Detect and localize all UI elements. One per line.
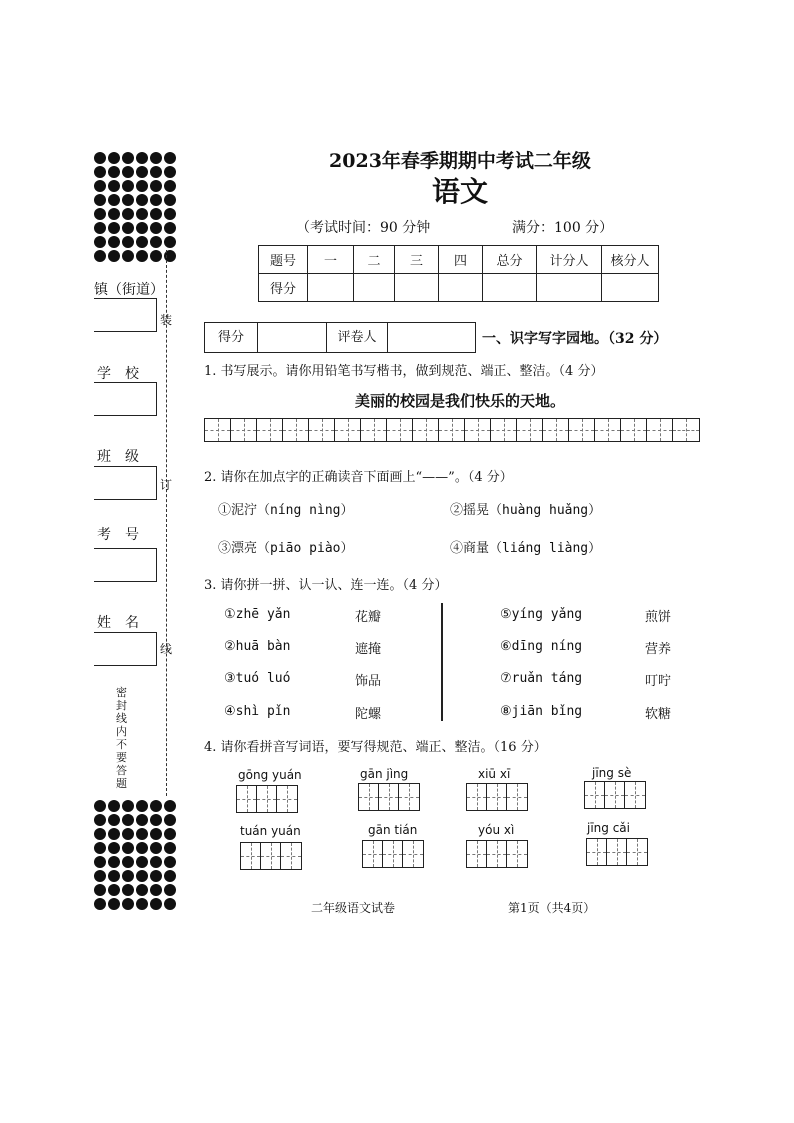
match-right-pinyin: ⑤yíng yǎng: [500, 607, 583, 622]
match-right-pinyin: ⑧jiān bǐng: [500, 704, 583, 719]
field-box-class[interactable]: [94, 466, 157, 500]
writing-cell[interactable]: [605, 782, 625, 808]
writing-cell[interactable]: [257, 419, 283, 441]
word-writing-box[interactable]: [358, 783, 420, 811]
decorative-dot: [136, 800, 148, 812]
section-grader-label: 评卷人: [327, 323, 388, 352]
question-1-sentence: 美丽的校园是我们快乐的天地。: [354, 392, 565, 410]
seal-note-char: 要: [116, 751, 127, 764]
writing-cell[interactable]: [673, 419, 699, 441]
decorative-dot: [108, 222, 120, 234]
writing-cell[interactable]: [507, 841, 527, 867]
score-table-row-label: 题号: [259, 246, 308, 274]
writing-cell[interactable]: [205, 419, 231, 441]
writing-cell[interactable]: [237, 786, 257, 812]
decorative-dot: [108, 800, 120, 812]
writing-cell[interactable]: [625, 782, 645, 808]
score-table-header-cell: 计分人: [537, 246, 602, 274]
item-word: 摇晃: [463, 503, 490, 518]
field-box-exam-number[interactable]: [94, 548, 157, 582]
writing-cell[interactable]: [359, 784, 379, 810]
score-table-header-cell: 核分人: [602, 246, 659, 274]
seal-note-char: 答: [116, 764, 127, 777]
decorative-dot: [122, 842, 134, 854]
exam-time: （考试时间：90 分钟: [296, 220, 431, 236]
field-label-class: 班 级: [97, 449, 139, 465]
decorative-dot: [136, 870, 148, 882]
question-2-item[interactable]: [450, 537, 601, 556]
match-left-pinyin: ④shì pǐn: [224, 704, 291, 719]
word-writing-box[interactable]: [586, 838, 648, 866]
decorative-dot: [136, 236, 148, 248]
word-writing-box[interactable]: [362, 840, 424, 868]
writing-cell[interactable]: [647, 419, 673, 441]
decorative-dot: [108, 814, 120, 826]
decorative-dot: [136, 856, 148, 868]
binding-dashed-line: [166, 250, 167, 796]
binding-mark-xian: 线: [160, 642, 173, 656]
writing-cell[interactable]: [403, 841, 423, 867]
word-writing-box[interactable]: [240, 842, 302, 870]
decorative-dot: [122, 856, 134, 868]
seal-note-char: 线: [116, 712, 127, 725]
seal-note-char: 内: [116, 725, 127, 738]
section-score-box: [204, 322, 476, 353]
item-number: ②: [450, 503, 464, 518]
decorative-dot: [150, 800, 162, 812]
score-cell[interactable]: [483, 274, 537, 302]
word-writing-box[interactable]: [584, 781, 646, 809]
decorative-dot: [164, 222, 176, 234]
decorative-dot: [164, 870, 176, 882]
word-pinyin: gōng yuán: [238, 768, 302, 782]
score-cell[interactable]: [354, 274, 395, 302]
decorative-dot: [108, 828, 120, 840]
decorative-dot: [94, 236, 106, 248]
binding-mark-ding: 订: [160, 478, 173, 492]
decorative-dot: [108, 898, 120, 910]
decorative-dot: [122, 800, 134, 812]
score-cell[interactable]: [308, 274, 354, 302]
decorative-dot: [94, 870, 106, 882]
field-box-town[interactable]: [94, 298, 157, 332]
word-pinyin: jīng sè: [592, 766, 632, 780]
seal-note-char: 题: [116, 777, 127, 790]
section-score-input[interactable]: [258, 323, 327, 352]
writing-cell[interactable]: [621, 419, 647, 441]
score-table-row-label: 得分: [259, 274, 308, 302]
decorative-dot: [164, 856, 176, 868]
word-pinyin: yóu xì: [478, 823, 515, 837]
decorative-dot: [150, 236, 162, 248]
match-left-word[interactable]: 遮掩: [355, 642, 382, 657]
question-3-prompt: 3. 请你拼一拼、认一认、连一连。（4 分）: [204, 578, 448, 593]
decorative-dot: [122, 222, 134, 234]
decorative-dot: [150, 898, 162, 910]
match-right-word[interactable]: 煎饼: [645, 610, 672, 625]
section-grader-input[interactable]: [388, 323, 475, 352]
match-right-word[interactable]: 叮咛: [645, 674, 672, 689]
decorative-dot: [108, 870, 120, 882]
item-pinyin: （huàng huǎng）: [489, 503, 602, 518]
writing-cell[interactable]: [491, 419, 517, 441]
question-2-item[interactable]: [450, 499, 601, 518]
decorative-dot: [150, 870, 162, 882]
writing-cell[interactable]: [363, 841, 383, 867]
writing-cell[interactable]: [379, 784, 399, 810]
decorative-dot: [164, 814, 176, 826]
footer-paper-name: 二年级语文试卷: [311, 901, 396, 915]
match-right-word[interactable]: 营养: [645, 642, 672, 657]
writing-cell[interactable]: [257, 786, 277, 812]
writing-cell[interactable]: [309, 419, 335, 441]
score-table-header-cell: 总分: [483, 246, 537, 274]
decorative-dot: [122, 828, 134, 840]
word-pinyin: tuán yuán: [240, 824, 301, 838]
section-score-label: 得分: [205, 323, 258, 352]
subject-title: 语文: [431, 175, 488, 208]
decorative-dot: [108, 842, 120, 854]
section-title: 一、识字写字园地。（32 分）: [482, 331, 668, 347]
question-2-item[interactable]: [218, 499, 353, 518]
writing-cell[interactable]: [467, 841, 487, 867]
seal-note: [115, 686, 128, 790]
writing-cell[interactable]: [517, 419, 543, 441]
question-3-divider: [441, 603, 443, 721]
decorative-dot: [136, 898, 148, 910]
footer-page-info: 第1页（共4页）: [508, 901, 596, 915]
decorative-dot: [164, 898, 176, 910]
item-number: ④: [450, 541, 464, 556]
writing-cell[interactable]: [383, 841, 403, 867]
field-label-town: 镇（街道）: [94, 282, 164, 298]
seal-note-char: 封: [116, 699, 127, 712]
writing-cell[interactable]: [627, 839, 647, 865]
word-pinyin: jīng cǎi: [587, 821, 630, 835]
decorative-dot: [108, 856, 120, 868]
decorative-dot: [136, 222, 148, 234]
writing-cell[interactable]: [439, 419, 465, 441]
decorative-dot-block-bottom: [94, 800, 176, 910]
item-pinyin: （níng nìng）: [257, 503, 354, 518]
writing-cell[interactable]: [607, 839, 627, 865]
decorative-dot: [150, 842, 162, 854]
item-pinyin: （liáng liàng）: [489, 541, 602, 556]
decorative-dot: [122, 884, 134, 896]
decorative-dot: [150, 250, 162, 262]
score-table-header-cell: 四: [439, 246, 483, 274]
match-right-pinyin: ⑦ruǎn táng: [500, 671, 583, 686]
decorative-dot: [122, 236, 134, 248]
decorative-dot: [164, 800, 176, 812]
decorative-dot: [108, 236, 120, 248]
decorative-dot: [94, 800, 106, 812]
seal-note-char: 密: [116, 686, 127, 699]
decorative-dot: [164, 236, 176, 248]
decorative-dot: [94, 842, 106, 854]
score-table-header-cell: 一: [308, 246, 354, 274]
match-left-pinyin: ①zhē yǎn: [224, 607, 291, 622]
item-word: 泥泞: [231, 503, 258, 518]
decorative-dot: [150, 856, 162, 868]
decorative-dot: [136, 250, 148, 262]
writing-cell[interactable]: [387, 419, 413, 441]
binding-mark-zhuang: 装: [160, 313, 173, 327]
word-pinyin: gān jìng: [360, 767, 409, 781]
word-writing-box[interactable]: [236, 785, 298, 813]
writing-cell[interactable]: [543, 419, 569, 441]
writing-cell[interactable]: [335, 419, 361, 441]
word-writing-box[interactable]: [466, 783, 528, 811]
field-box-name[interactable]: [94, 632, 157, 666]
score-cell[interactable]: [439, 274, 483, 302]
score-cell[interactable]: [395, 274, 439, 302]
item-word: 漂亮: [231, 541, 258, 556]
decorative-dot: [122, 814, 134, 826]
decorative-dot: [122, 870, 134, 882]
decorative-dot: [122, 250, 134, 262]
writing-cell[interactable]: [467, 784, 487, 810]
decorative-dot: [150, 828, 162, 840]
field-label-school: 学 校: [97, 366, 139, 382]
writing-cell[interactable]: [231, 419, 257, 441]
score-table-header-cell: 二: [354, 246, 395, 274]
decorative-dot: [94, 250, 106, 262]
writing-cell[interactable]: [241, 843, 261, 869]
writing-cell[interactable]: [487, 841, 507, 867]
question-2-item[interactable]: [218, 537, 353, 556]
decorative-dot: [136, 814, 148, 826]
question-1-prompt: 1. 书写展示。请你用铅笔书写楷书，做到规范、端正、整洁。（4 分）: [204, 364, 604, 379]
writing-cell[interactable]: [413, 419, 439, 441]
writing-cell[interactable]: [261, 843, 281, 869]
writing-cell[interactable]: [399, 784, 419, 810]
score-table-score-row: [259, 274, 659, 302]
match-right-pinyin: ⑥dīng níng: [500, 639, 583, 654]
match-left-pinyin: ③tuó luó: [224, 671, 291, 686]
question-4-prompt: 4. 请你看拼音写词语，要写得规范、端正、整洁。（16 分）: [204, 740, 547, 755]
item-pinyin: （piāo piào）: [257, 541, 354, 556]
decorative-dot: [164, 828, 176, 840]
score-cell[interactable]: [602, 274, 659, 302]
match-left-pinyin: ②huā bàn: [224, 639, 291, 654]
exam-title: 2023年春季期期中考试二年级: [329, 150, 591, 172]
writing-cell[interactable]: [361, 419, 387, 441]
decorative-dot: [150, 814, 162, 826]
field-label-name: 姓 名: [97, 615, 139, 631]
score-cell[interactable]: [537, 274, 602, 302]
decorative-dot: [94, 856, 106, 868]
writing-cell[interactable]: [587, 839, 607, 865]
writing-cell[interactable]: [569, 419, 595, 441]
field-label-exam-number: 考 号: [97, 527, 139, 543]
decorative-dot: [164, 884, 176, 896]
match-right-word[interactable]: 软糖: [645, 707, 672, 722]
writing-cell[interactable]: [283, 419, 309, 441]
item-number: ①: [218, 503, 232, 518]
decorative-dot: [94, 828, 106, 840]
word-pinyin: gān tián: [368, 823, 418, 837]
full-score: 满分：100 分）: [512, 220, 614, 236]
decorative-dot: [94, 814, 106, 826]
decorative-dot: [94, 884, 106, 896]
decorative-dot: [94, 898, 106, 910]
score-table-header-cell: 三: [395, 246, 439, 274]
decorative-dot: [136, 828, 148, 840]
match-left-word[interactable]: 陀螺: [355, 707, 382, 722]
writing-cell[interactable]: [487, 784, 507, 810]
item-word: 商量: [463, 541, 490, 556]
question-1-writing-grid[interactable]: [204, 418, 700, 442]
decorative-dot: [164, 842, 176, 854]
writing-cell[interactable]: [465, 419, 491, 441]
decorative-dot: [150, 884, 162, 896]
writing-cell[interactable]: [585, 782, 605, 808]
decorative-dot: [94, 222, 106, 234]
writing-cell[interactable]: [595, 419, 621, 441]
decorative-dot: [122, 898, 134, 910]
score-table-header-row: [259, 246, 659, 274]
decorative-dot: [136, 842, 148, 854]
word-writing-box[interactable]: [466, 840, 528, 868]
item-number: ③: [218, 541, 232, 556]
writing-cell[interactable]: [507, 784, 527, 810]
writing-cell[interactable]: [277, 786, 297, 812]
match-left-word[interactable]: 饰品: [355, 674, 382, 689]
score-table: [258, 245, 659, 302]
word-pinyin: xiū xī: [478, 767, 511, 781]
decorative-dot: [150, 222, 162, 234]
writing-cell[interactable]: [281, 843, 301, 869]
decorative-dot: [108, 250, 120, 262]
decorative-dot: [108, 884, 120, 896]
seal-note-char: 不: [116, 738, 127, 751]
decorative-dot: [136, 884, 148, 896]
question-2-prompt: 2. 请你在加点字的正确读音下面画上“——”。（4 分）: [204, 470, 513, 485]
match-left-word[interactable]: 花瓣: [355, 610, 382, 625]
